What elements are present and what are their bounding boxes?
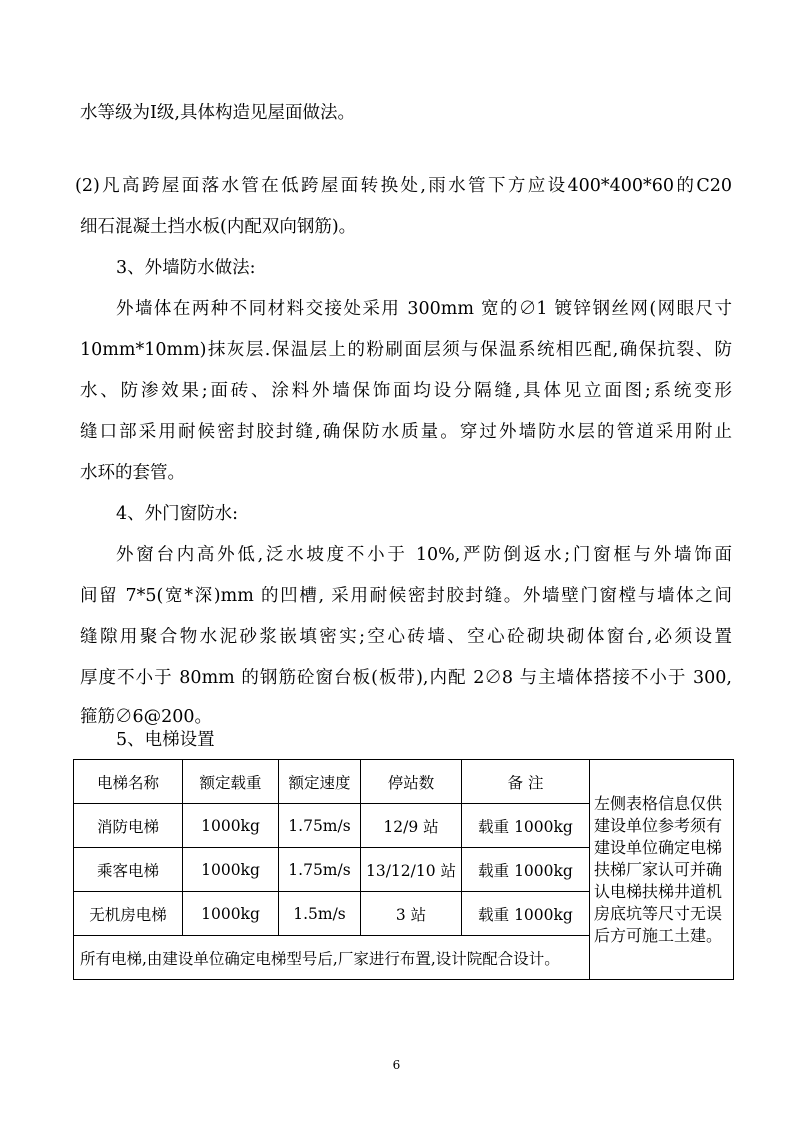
- table-cell: 1.75m/s: [279, 848, 361, 892]
- table-cell: 乘客电梯: [74, 848, 183, 892]
- table-cell: 1000kg: [183, 892, 279, 936]
- table-cell: 13/12/10 站: [361, 848, 462, 892]
- paragraph-line: 水、防渗效果;面砖、涂料外墙保饰面均设分隔缝,具体见立面图;系统变形: [80, 381, 732, 401]
- table-cell: 3 站: [361, 892, 462, 936]
- paragraph-line: 水环的套管。: [80, 463, 185, 483]
- elevator-table: [73, 759, 734, 980]
- table-header-row: [74, 760, 734, 804]
- paragraph-line: (2)凡高跨屋面落水管在低跨屋面转换处,雨水管下方应设400*400*60的C20: [75, 176, 732, 196]
- table-cell: 1.75m/s: [279, 804, 361, 848]
- paragraph-line: 细石混凝土挡水板(内配双向钢筋)。: [80, 217, 357, 237]
- table-cell: 载重 1000kg: [462, 804, 590, 848]
- paragraph-line: 缝口部采用耐候密封胶封缝,确保防水质量。穿过外墙防水层的管道采用附止: [80, 422, 732, 442]
- header-cell: 备 注: [462, 760, 590, 804]
- paragraph-line: 外窗台内高外低,泛水坡度不小于 10%,严防倒返水;门窗框与外墙饰面: [116, 545, 732, 565]
- paragraph-line: 外墙体在两种不同材料交接处采用 300mm 宽的∅1 镀锌钢丝网(网眼尺寸: [116, 299, 732, 319]
- footer-cell: 所有电梯,由建设单位确定电梯型号后,厂家进行布置,设计院配合设计。: [74, 936, 590, 980]
- paragraph-line: 水等级为Ⅰ级,具体构造见屋面做法。: [80, 103, 355, 123]
- header-cell: 额定速度: [279, 760, 361, 804]
- table-cell: 载重 1000kg: [462, 892, 590, 936]
- page-number: 6: [392, 1058, 401, 1072]
- paragraph-line: 厚度不小于 80mm 的钢筋砼窗台板(板带),内配 2∅8 与主墙体搭接不小于 300,: [80, 668, 732, 688]
- table-cell: 1000kg: [183, 804, 279, 848]
- paragraph-line: 10mm*10mm)抹灰层.保温层上的粉刷面层须与保温系统相匹配,确保抗裂、防: [80, 340, 732, 360]
- paragraph-line: 箍筋∅6@200。: [80, 707, 213, 727]
- table-cell: 消防电梯: [74, 804, 183, 848]
- table-cell: 1000kg: [183, 848, 279, 892]
- table-cell: 12/9 站: [361, 804, 462, 848]
- section-heading: 4、外门窗防水:: [116, 504, 239, 524]
- header-cell: 电梯名称: [74, 760, 183, 804]
- paragraph-line: 间留 7*5(宽*深)mm 的凹槽, 采用耐候密封胶封缝。外墙壁门窗樘与墙体之间: [80, 586, 732, 606]
- note-cell: 左侧表格信息仅供建设单位参考须有建设单位确定电梯扶梯厂家认可并确认电梯扶梯井道机房底坑等尺寸无误后方可施工土建。: [590, 760, 734, 980]
- section-heading: 3、外墙防水做法:: [116, 258, 256, 278]
- paragraph-line: 缝隙用聚合物水泥砂浆嵌填密实;空心砖墙、空心砼砌块砌体窗台,必须设置: [80, 627, 732, 647]
- table-cell: 1.5m/s: [279, 892, 361, 936]
- header-cell: 额定载重: [183, 760, 279, 804]
- header-cell: 停站数: [361, 760, 462, 804]
- section-heading: 5、电梯设置: [116, 730, 215, 750]
- table-cell: 载重 1000kg: [462, 848, 590, 892]
- table-cell: 无机房电梯: [74, 892, 183, 936]
